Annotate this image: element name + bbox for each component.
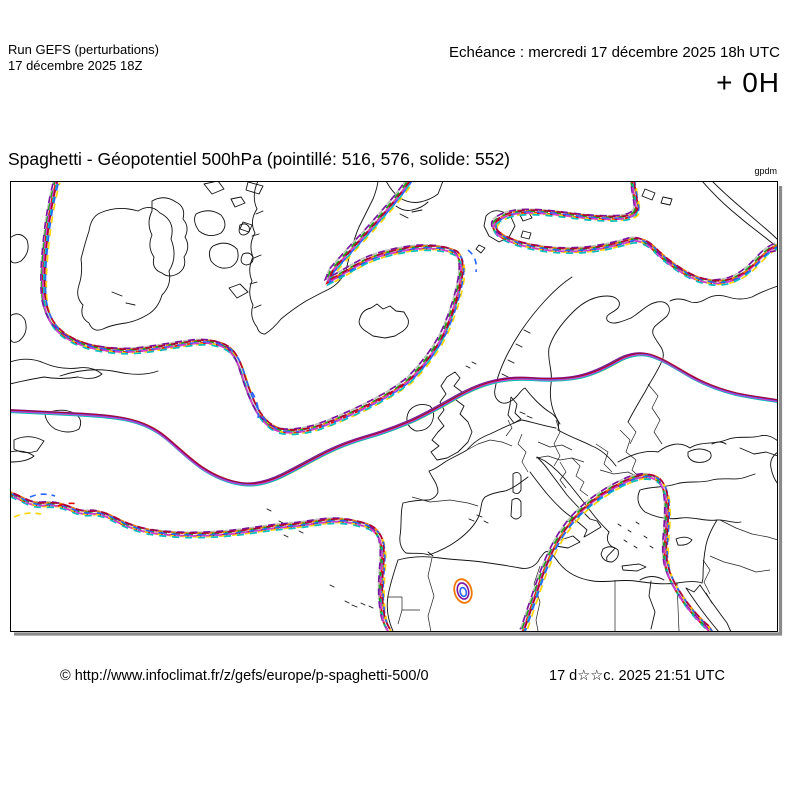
source-url: © http://www.infoclimat.fr/z/gefs/europe/p-spaghetti-500/0 — [60, 668, 429, 684]
run-datetime: 17 décembre 2025 18Z — [8, 58, 143, 73]
run-label: Run GEFS (perturbations) — [8, 42, 160, 57]
chart-title: Spaghetti - Géopotentiel 500hPa (pointillé: 516, 576, solide: 552) — [8, 149, 511, 169]
unit-label: gpdm — [754, 166, 777, 176]
lead-time-label: + 0H — [716, 67, 780, 98]
generated-timestamp: 17 d☆☆c. 2025 21:51 UTC — [549, 668, 725, 684]
valid-time-label: Echéance : mercredi 17 décembre 2025 18h UTC — [448, 44, 780, 61]
